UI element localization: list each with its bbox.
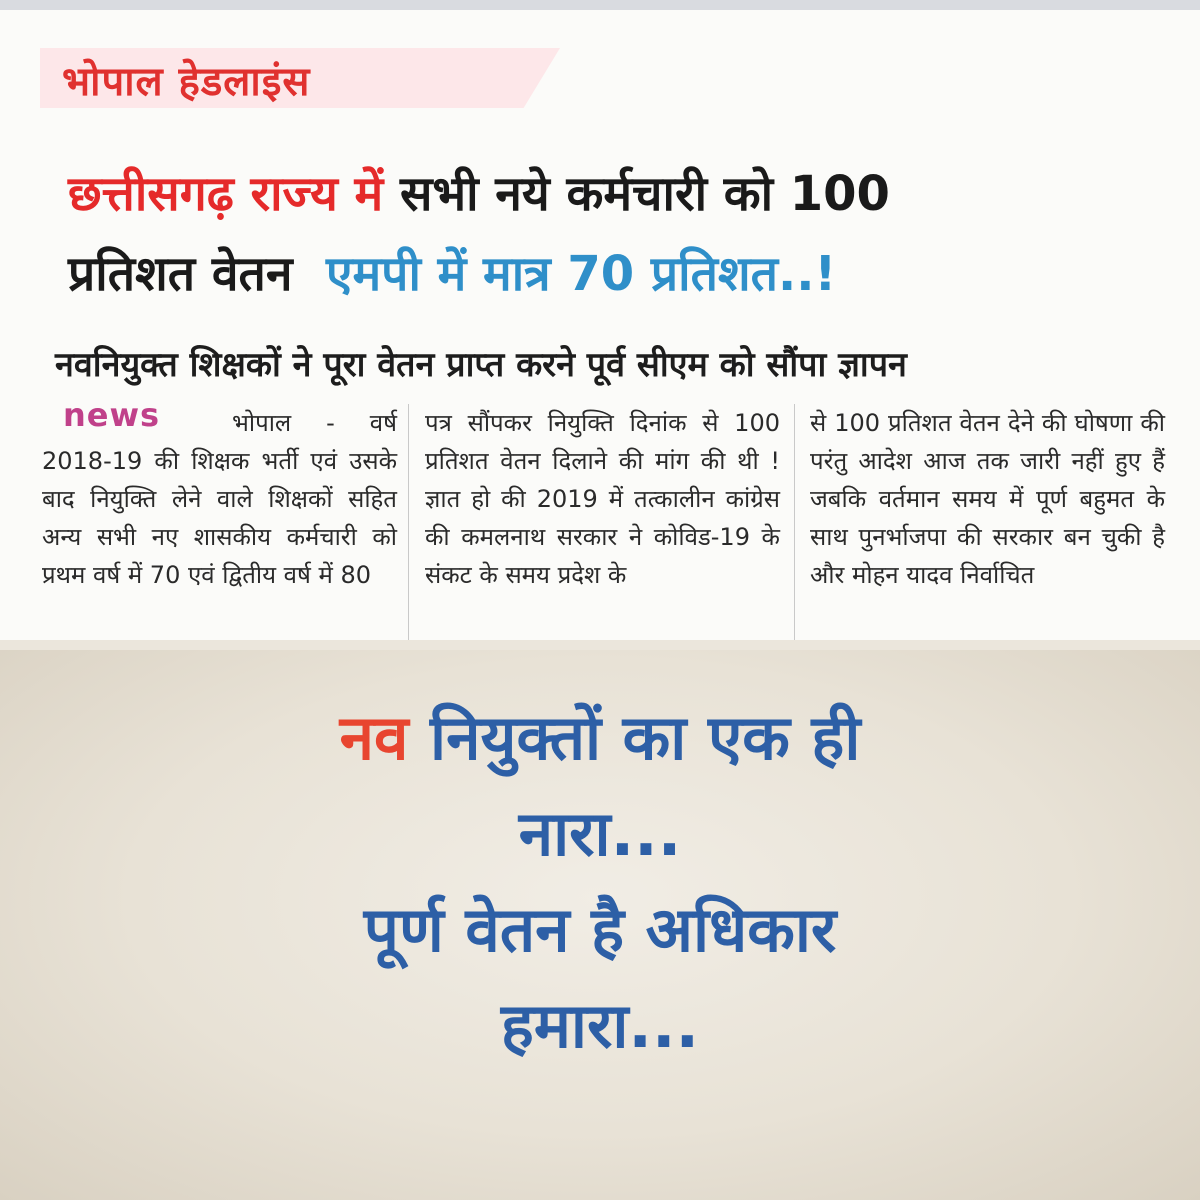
news-logo: news [63, 396, 161, 434]
slogan-line-4: हमारा... [500, 989, 700, 1062]
slogan [0, 690, 1200, 1074]
slogan-line-3: पूर्ण वेतन है अधिकार [363, 893, 837, 966]
slogan-line-1-rest: नियुक्तों का एक ही [408, 701, 861, 774]
column-divider [408, 404, 409, 650]
top-border [0, 0, 1200, 10]
column-divider [794, 404, 795, 650]
headline-line-2 [68, 240, 1168, 305]
slogan-line-2: नारा... [518, 797, 682, 870]
slogan-accent-word: नव [339, 701, 409, 774]
article-column-2: पत्र सौंपकर नियुक्ति दिनांक से 100 प्रतिशत वेतन दिलाने की मांग की थी ! ज्ञात हो की 2019 में तत्कालीन कांग्रेस की कमलनाथ सरकार ने कोविड-19 के संकट के समय प्रदेश के [425, 409, 780, 589]
headline-black-text-1: सभी नये कर्मचारी को 100 [399, 166, 890, 222]
article-column-1: भोपाल - वर्ष 2018-19 की शिक्षक भर्ती एवं उसके बाद नियुक्ति लेने वाले शिक्षकों सहित अन्य सभी नए शासकीय कर्मचारी को प्रथम वर्ष में 70 एवं द्वितीय वर्ष में 80 [42, 409, 397, 589]
article-column-3: से 100 प्रतिशत वेतन देने की घोषणा की परंतु आदेश आज तक जारी नहीं हुए हैं जबकि वर्तमान समय में पूर्ण बहुमत के साथ पुनर्भाजपा की सरकार बन चुकी है और मोहन यादव निर्वाचित [810, 409, 1165, 589]
headline-black-text-2: प्रतिशत वेतन [68, 246, 293, 302]
headline-line-1 [68, 160, 1168, 225]
subheadline: नवनियुक्त शिक्षकों ने पूरा वेतन प्राप्त करने पूर्व सीएम को सौंपा ज्ञापन [55, 345, 907, 385]
section-banner-title: भोपाल हेडलाइंस [62, 59, 311, 105]
headline-red-text: छत्तीसगढ़ राज्य में [68, 166, 384, 222]
slogan-line-1 [0, 690, 1200, 786]
headline-blue-text: एमपी में मात्र 70 प्रतिशत..! [325, 246, 837, 302]
